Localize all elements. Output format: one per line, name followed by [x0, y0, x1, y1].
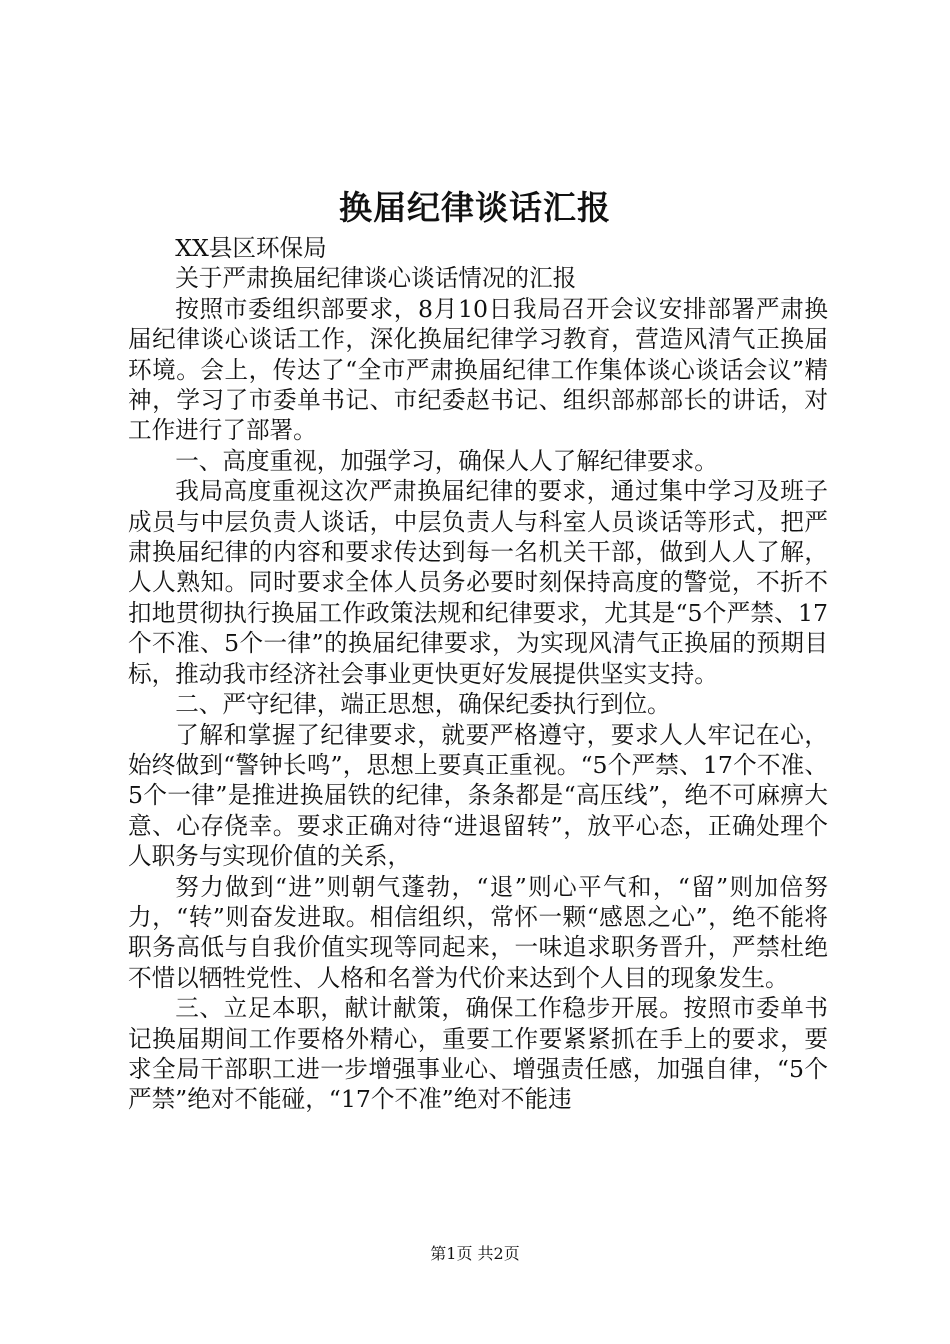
- page-footer: 第1页 共2页: [430, 1244, 520, 1263]
- report-subject: 关于严肃换届纪律谈心谈话情况的汇报: [175, 264, 577, 293]
- body-paragraph: 按照市委组织部要求，8月10日我局召开会议安排部署严肃换届纪律谈心谈话工作，深化换届纪律学习教育，营造风清气正换届环境。会上，传达了“全市严肃换届纪律工作集体谈心谈话会议”精神，学习了市委单书记、市纪委赵书记、组织部郝部长的讲话，对工作进行了部署。: [128, 294, 828, 445]
- body-paragraph: 我局高度重视这次严肃换届纪律的要求，通过集中学习及班子成员与中层负责人谈话，中层负责人与科室人员谈话等形式，把严肃换届纪律的内容和要求传达到每一名机关干部，做到人人了解，人人熟知。同时要求全体人员务必要时刻保持高度的警觉，不折不扣地贯彻执行换届工作政策法规和纪律要求，尤其是“5个严禁、17个不准、5个一律”的换届纪律要求，为实现风清气正换届的预期目标，推动我市经济社会事业更快更好发展提供坚实支持。: [128, 477, 828, 688]
- body-paragraph: 了解和掌握了纪律要求，就要严格遵守，要求人人牢记在心，始终做到“警钟长鸣”，思想上要真正重视。“5个严禁、17个不准、5个一律”是推进换届铁的纪律，条条都是“高压线”，绝不可麻痹大意、心存侥幸。要求正确对待“进退留转”，放平心态，正确处理个人职务与实现价值的关系，: [128, 720, 828, 871]
- body-paragraph: 三、立足本职，献计献策，确保工作稳步开展。按照市委单书记换届期间工作要格外精心，重要工作要紧紧抓在手上的要求，要求全局干部职工进一步增强事业心、增强责任感，加强自律，“5个严禁”绝对不能碰，“17个不准”绝对不能违: [128, 994, 828, 1114]
- document-body: [128, 233, 828, 1115]
- document-title: 换届纪律谈话汇报: [339, 188, 611, 227]
- section-heading: 一、高度重视，加强学习，确保人人了解纪律要求。: [175, 446, 718, 475]
- body-paragraph: 努力做到“进”则朝气蓬勃，“退”则心平气和，“留”则加倍努力，“转”则奋发进取。相信组织，常怀一颗“感恩之心”，绝不能将职务高低与自我价值实现等同起来，一味追求职务晋升，严禁杜绝不惜以牺牲党性、人格和名誉为代价来达到个人目的现象发生。: [128, 872, 828, 992]
- section-heading: 二、严守纪律，端正思想，确保纪委执行到位。: [175, 690, 671, 719]
- issuer-line: XX县区环保局: [175, 234, 327, 262]
